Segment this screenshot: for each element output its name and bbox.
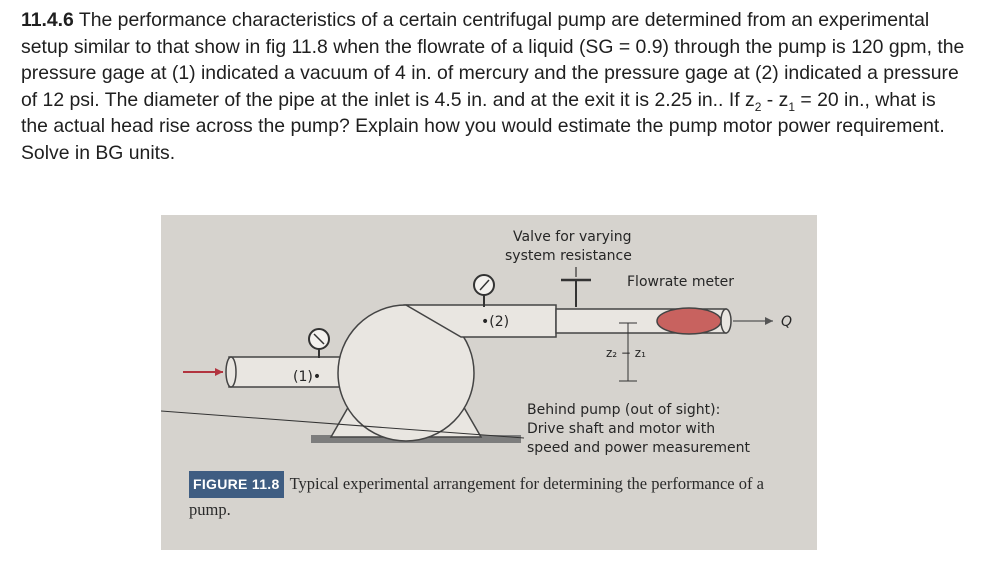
subscript-2: 2 — [754, 99, 762, 114]
problem-text-b: - z — [761, 88, 789, 111]
flowrate-meter — [657, 308, 721, 334]
figure-caption-tag: FIGURE 11.8 — [189, 471, 284, 498]
problem-statement — [21, 7, 966, 166]
inlet-pipe-end — [226, 357, 236, 387]
problem-text-c: = 20 in., what is the actual head rise across the pump? Explain how you would estimate the pump motor power requirement. Solve in BG units. — [21, 88, 945, 164]
behind-label-1: Behind pump (out of sight): — [527, 402, 721, 418]
figure-11-8 — [161, 215, 817, 550]
point-2-label: •(2) — [481, 314, 510, 330]
problem-number: 11.4.6 — [21, 9, 74, 31]
outlet-pipe-end — [721, 309, 731, 333]
flow-q-label: Q — [781, 314, 793, 330]
inlet-arrowhead-icon — [215, 368, 223, 376]
elevation-label: z₂ − z₁ — [606, 346, 646, 360]
behind-label-2: Drive shaft and motor with — [527, 421, 716, 437]
figure-caption — [189, 471, 804, 522]
subscript-1: 1 — [788, 99, 795, 114]
flowrate-meter-label: Flowrate meter — [627, 274, 734, 290]
figure-caption-text: Typical experimental arrangement for determining the performance of a pump. — [189, 474, 764, 519]
behind-label-3: speed and power measurement — [527, 440, 750, 456]
point-1-label: (1)• — [293, 369, 322, 385]
problem-text-a: The performance characteristics of a certain centrifugal pump are determined from an experimental setup similar to that show in fig 11.8 when the flowrate of a liquid (SG = 0.9) through the pump is 120 gpm, the pressure gage at (1) indicated a vacuum of 4 in. of mercury and the pressure gage at (2) indicated a pressure of 12 psi. The diameter of the pipe at the inlet is 4.5 in. and at the exit it is 2.25 in.. If z — [21, 9, 965, 111]
outlet-arrowhead-icon — [765, 317, 773, 325]
valve-label-1: Valve for varying — [513, 229, 632, 245]
valve-label-2: system resistance — [505, 248, 632, 264]
